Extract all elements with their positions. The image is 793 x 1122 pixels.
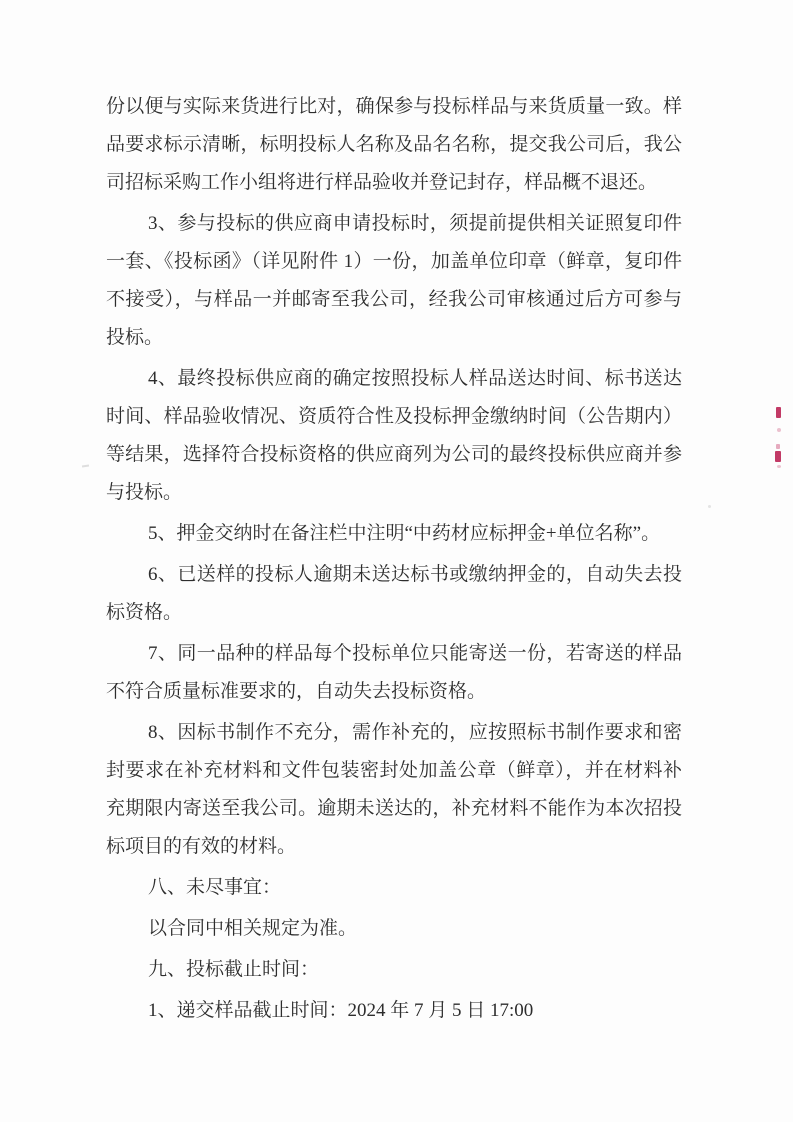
clause-6-paragraph: 6、已送样的投标人逾期未送达标书或缴纳押金的，自动失去投标资格。 — [106, 564, 682, 623]
clause-5-paragraph: 5、押金交纳时在备注栏中注明“中药材应标押金+单位名称”。 — [148, 523, 661, 544]
scan-speck — [82, 465, 89, 468]
paragraph-continuation: 份以便与实际来货进行比对，确保参与投标样品与来货质量一致。样品要求标示清晰，标明投标人名称及品名名称，提交我公司后，我公司招标采购工作小组将进行样品验收并登记封存，样品概不退还。 — [106, 96, 682, 193]
red-seal-edge-mark — [777, 428, 781, 432]
scan-speck — [708, 505, 711, 508]
section-9-heading: 九、投标截止时间： — [148, 959, 320, 980]
document-text-block — [106, 88, 682, 1033]
sample-deadline-line: 1、递交样品截止时间：2024 年 7 月 5 日 17:00 — [148, 1000, 534, 1021]
clause-7-paragraph: 7、同一品种的样品每个投标单位只能寄送一份，若寄送的样品不符合质量标准要求的，自动失去投标资格。 — [106, 643, 682, 702]
red-seal-edge-mark — [776, 444, 780, 449]
red-seal-edge-mark — [775, 451, 781, 462]
red-seal-edge-mark — [776, 407, 781, 418]
clause-4-paragraph: 4、最终投标供应商的确定按照投标人样品送达时间、标书送达时间、样品验收情况、资质符合性及投标押金缴纳时间（公告期内）等结果，选择符合投标资格的供应商列为公司的最终投标供应商并参与投标。 — [106, 368, 682, 503]
clause-3-paragraph: 3、参与投标的供应商申请投标时，须提前提供相关证照复印件一套、《投标函》（详见附件 1）一份，加盖单位印章（鲜章，复印件不接受），与样品一并邮寄至我公司，经我公司审核通过后方可参与投标。 — [106, 213, 682, 348]
red-seal-edge-mark — [777, 465, 781, 468]
section-8-heading: 八、未尽事宜： — [148, 877, 282, 898]
clause-8-paragraph: 8、因标书制作不充分，需作补充的，应按照标书制作要求和密封要求在补充材料和文件包装密封处加盖公章（鲜章），并在材料补充期限内寄送至我公司。逾期未送达的，补充材料不能作为本次招投标项目的有效的材料。 — [106, 722, 682, 857]
section-8-text: 以合同中相关规定为准。 — [148, 918, 358, 939]
